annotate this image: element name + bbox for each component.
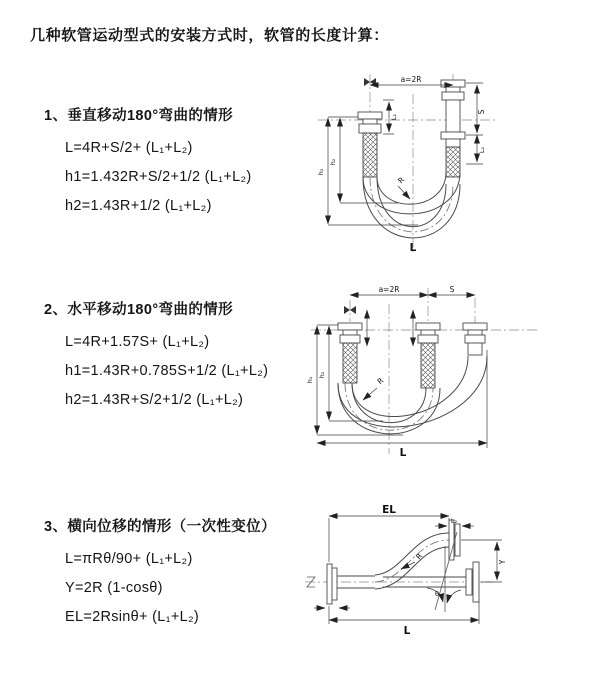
left-pipe-fitting xyxy=(338,323,362,383)
formula-line: Y=2R (1-cosθ) xyxy=(65,580,163,596)
formula-line: L=4R+1.57S+ (L₁+L₂) xyxy=(65,334,210,350)
page-title: 几种软管运动型式的安装方式时，软管的长度计算： xyxy=(30,27,389,44)
dim-label-s: S xyxy=(449,285,455,294)
section-2-heading: 2、水平移动180°弯曲的情形 xyxy=(44,302,234,318)
formula-line: h2=1.43R+S/2+1/2 (L₁+L₂) xyxy=(65,392,244,408)
formula-line: h2=1.43R+1/2 (L₁+L₂) xyxy=(65,198,212,214)
dim-label-h1: h₁ xyxy=(317,168,325,176)
dim-label-el: EL xyxy=(382,504,396,516)
section-lateral-displacement xyxy=(44,515,276,632)
dim-label-h1: h₁ xyxy=(306,376,314,384)
dim-label-y: Y xyxy=(498,559,507,565)
left-flange xyxy=(327,564,375,604)
dim-label-s: S xyxy=(477,109,486,115)
dim-label-a2r: a=2R xyxy=(378,285,400,294)
dim-radius xyxy=(396,175,410,199)
dim-a2r xyxy=(350,285,428,295)
diagram-vertical-180-bend xyxy=(308,72,580,258)
formula-line: h1=1.43R+0.785S+1/2 (L₁+L₂) xyxy=(65,363,269,379)
dim-label-radius: R xyxy=(413,551,425,562)
left-pipe-fitting xyxy=(358,112,382,177)
formula-line: EL=2Rsinθ+ (L₁+L₂) xyxy=(65,609,200,625)
diagram-lateral-displacement xyxy=(297,502,600,646)
dim-label-a2r: a=2R xyxy=(400,75,422,84)
dim-l2 xyxy=(435,517,474,526)
section-vertical-movement xyxy=(44,104,252,221)
dim-label-theta: θ xyxy=(435,590,439,598)
dim-label-l1: L₁ xyxy=(390,113,398,121)
dim-length xyxy=(329,602,479,637)
dim-label-h2: h₂ xyxy=(329,158,337,166)
right-pipe-fitting-lower xyxy=(441,132,465,177)
right-pipe-fitting-upper xyxy=(441,80,465,132)
fitting-tick-dims xyxy=(367,310,413,346)
hose-curves xyxy=(338,356,487,434)
diagram-horizontal-180-bend xyxy=(303,280,590,462)
dim-a2r xyxy=(370,75,453,85)
section-horizontal-movement xyxy=(44,298,268,415)
formula-line: L=4R+S/2+ (L₁+L₂) xyxy=(65,140,193,156)
dim-el xyxy=(329,504,449,562)
dim-label-h2: h₂ xyxy=(318,371,326,379)
section-1-heading: 1、垂直移动180°弯曲的情形 xyxy=(44,108,234,124)
dim-label-l2: L₂ xyxy=(450,517,458,525)
hose-curves xyxy=(363,172,460,238)
dim-label-length: L xyxy=(409,242,417,254)
dim-label-l2: L₂ xyxy=(478,146,486,154)
dim-l2 xyxy=(466,135,486,164)
middle-pipe-fitting xyxy=(416,323,440,388)
section-3-heading: 3、横向位移的情形（一次性变位） xyxy=(44,519,276,535)
right-pipe-fitting xyxy=(463,323,487,355)
formula-line: h1=1.432R+S/2+1/2 (L₁+L₂) xyxy=(65,169,252,185)
dim-label-radius: R xyxy=(375,375,386,387)
dim-label-radius: R xyxy=(396,175,407,186)
dim-label-length: L xyxy=(399,447,407,459)
dim-s xyxy=(428,285,475,295)
dim-l1 xyxy=(383,100,398,134)
valve-icon xyxy=(344,300,356,322)
formula-line: L=πRθ/90+ (L₁+L₂) xyxy=(65,551,193,567)
dim-s xyxy=(466,83,486,135)
dim-label-length: L xyxy=(403,625,411,637)
hose-s-curve xyxy=(375,533,449,589)
dim-radius xyxy=(363,376,385,400)
